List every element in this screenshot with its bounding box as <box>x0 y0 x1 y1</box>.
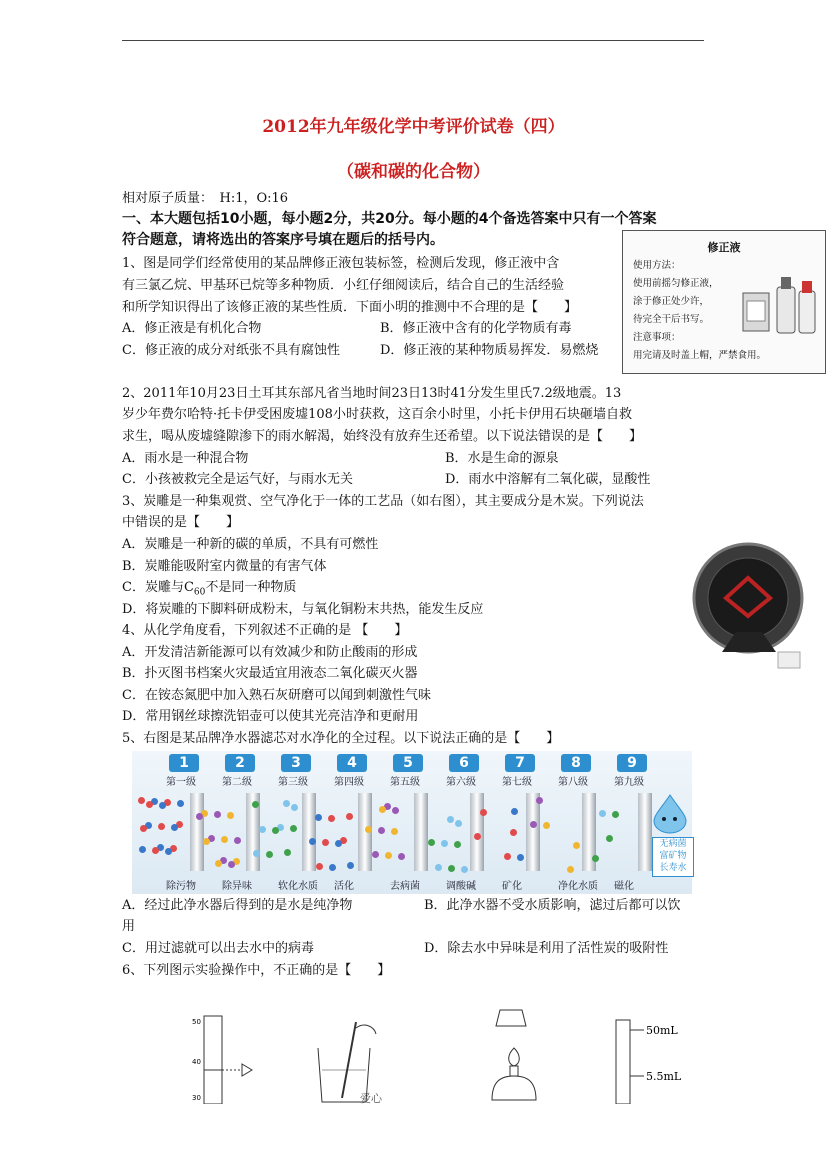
stage-level-label: 第四级 <box>334 777 364 788</box>
water-particle <box>234 837 241 844</box>
water-particle <box>599 810 606 817</box>
stage-number: 5 <box>393 754 423 772</box>
top-rule <box>122 40 704 41</box>
water-particle <box>347 862 354 869</box>
water-particle <box>441 840 448 847</box>
water-particle <box>283 800 290 807</box>
stage-level-label: 第三级 <box>278 777 308 788</box>
fluid-line-4: 待完全干后书写。 <box>633 314 710 325</box>
stage-level-label: 第六级 <box>446 777 476 788</box>
stage-level-label: 第五级 <box>390 777 420 788</box>
q3-line-2: 中错误的是【 】 <box>122 515 240 530</box>
water-particle <box>365 826 372 833</box>
fluid-line-1: 使用方法： <box>633 260 681 271</box>
water-particle <box>266 851 273 858</box>
pure-water-badge: 无病菌 富矿物 长寿水 <box>652 837 694 877</box>
water-particle <box>448 865 455 872</box>
water-particle <box>391 828 398 835</box>
water-particle <box>196 813 203 820</box>
water-particle <box>228 861 235 868</box>
svg-text:40: 40 <box>192 1058 201 1066</box>
water-particle <box>530 821 537 828</box>
correction-fluid-label <box>622 230 826 374</box>
water-particle <box>543 822 550 829</box>
q2-option-b: B．水是生命的源泉 <box>445 451 559 466</box>
water-particle <box>171 824 178 831</box>
water-particle <box>504 853 511 860</box>
q1-line-2: 有三氯乙烷、甲基环已烷等多种物质．小红仔细阅读后，结合自己的生活经验 <box>122 278 565 293</box>
stage-number: 9 <box>617 754 647 772</box>
water-drop-icon <box>648 791 692 835</box>
q2-line-3: 求生，喝从废墟缝隙渗下的雨水解渴，始终没有放弃生还希望。以下说法错误的是【 】 <box>122 429 643 444</box>
water-particle <box>315 814 322 821</box>
water-particle <box>252 801 259 808</box>
filter-panel <box>414 793 428 871</box>
svg-text:30: 30 <box>192 1094 201 1102</box>
q1-option-b: B．修正液中含有的化学物质有毒 <box>380 321 572 336</box>
water-particle <box>290 825 297 832</box>
water-particle <box>379 806 386 813</box>
q4-option-a: A．开发清洁新能源可以有效减少和防止酸雨的形成 <box>122 645 418 660</box>
q2-line-1: 2、2011年10月23日土耳其东部凡省当地时间23日13时41分发生里氏7.2级地震。13 <box>122 386 622 401</box>
stage-number: 4 <box>337 754 367 772</box>
graduated-cylinder-figure <box>600 1016 700 1104</box>
fluid-line-3: 涂于修正处少许， <box>633 296 710 307</box>
water-particle <box>573 842 580 849</box>
filter-panel <box>526 793 540 871</box>
water-particle <box>309 838 316 845</box>
water-particle <box>138 797 145 804</box>
stage-number: 8 <box>561 754 591 772</box>
svg-text:50mL: 50mL <box>646 1024 678 1037</box>
water-particle <box>612 811 619 818</box>
stage-number: 6 <box>449 754 479 772</box>
section-instruction-1: 一、本大题包括10小题，每小题2分，共20分。每小题的4个备选答案中只有一个答案 <box>122 211 657 227</box>
stage-number: 2 <box>225 754 255 772</box>
water-particle <box>428 839 435 846</box>
stage-function-label: 除异味 <box>222 881 252 892</box>
water-particle <box>158 823 165 830</box>
stage-function-label: 磁化 <box>614 881 634 892</box>
water-particle <box>517 854 524 861</box>
q1-option-a: A．修正液是有机化合物 <box>122 321 262 336</box>
water-filter-diagram <box>132 751 692 894</box>
fluid-title: 修正液 <box>707 241 741 254</box>
q3-option-d: D．将炭雕的下脚料研成粉末，与氧化铜粉末共热，能发生反应 <box>122 602 484 617</box>
q1-option-d: D．修正液的某种物质易挥发．易燃烧 <box>380 343 599 358</box>
q3-option-b: B．炭雕能吸附室内微量的有害气体 <box>122 559 327 574</box>
water-particle <box>227 812 234 819</box>
fluid-bottle-illustration <box>741 273 819 339</box>
water-particle <box>461 866 468 873</box>
water-particle <box>139 846 146 853</box>
water-particle <box>474 833 481 840</box>
q2-option-d: D．雨水中溶解有二氧化碳，显酸性 <box>445 472 651 487</box>
water-particle <box>447 816 454 823</box>
q5-option-c: C．用过滤就可以出去水中的病毒 <box>122 941 314 956</box>
fluid-line-5: 注意事项： <box>633 332 681 343</box>
water-particle <box>392 807 399 814</box>
q5-option-d: D．除去水中异味是利用了活性炭的吸附性 <box>424 941 669 956</box>
stage-level-label: 第九级 <box>614 777 644 788</box>
filter-panel <box>470 793 484 871</box>
water-particle <box>253 850 260 857</box>
water-particle <box>454 841 461 848</box>
stage-function-label: 调酸碱 <box>446 881 476 892</box>
stage-level-label: 第八级 <box>558 777 588 788</box>
q2-option-a: A．雨水是一种混合物 <box>122 451 249 466</box>
water-particle <box>606 835 613 842</box>
water-particle <box>328 815 335 822</box>
q6-line-1: 6、下列图示实验操作中，不正确的是【 】 <box>122 963 391 978</box>
water-particle <box>259 826 266 833</box>
water-particle <box>510 829 517 836</box>
water-particle <box>592 855 599 862</box>
stage-function-label: 活化 <box>334 881 354 892</box>
q5-line-1: 5、右图是某品牌净水器滤芯对水净化的全过程。以下说法正确的是【 】 <box>122 731 560 746</box>
stage-level-label: 第一级 <box>166 777 196 788</box>
water-particle <box>322 839 329 846</box>
water-particle <box>480 809 487 816</box>
stage-function-label: 除污物 <box>166 881 196 892</box>
water-particle <box>536 797 543 804</box>
page-subtitle: （碳和碳的化合物） <box>337 162 490 182</box>
stage-level-label: 第七级 <box>502 777 532 788</box>
water-particle <box>335 840 342 847</box>
water-particle <box>329 864 336 871</box>
q1-option-c: C．修正液的成分对纸张不具有腐蚀性 <box>122 343 340 358</box>
q5-option-b-cont: 用 <box>122 919 136 934</box>
water-particle <box>177 800 184 807</box>
water-particle <box>511 808 518 815</box>
atomic-mass: 相对原子质量： H:1，O:16 <box>122 191 289 206</box>
carbon-carving-illustration <box>692 540 812 672</box>
svg-text:50: 50 <box>192 1018 201 1026</box>
water-particle <box>159 802 166 809</box>
cylinder-reading-figure <box>190 1012 260 1104</box>
water-particle <box>214 811 221 818</box>
svg-text:5.5mL: 5.5mL <box>646 1070 682 1083</box>
water-particle <box>203 838 210 845</box>
water-particle <box>221 836 228 843</box>
fluid-line-2: 使用前摇匀修正液， <box>633 278 719 289</box>
alcohol-lamp-figure <box>480 1004 550 1104</box>
water-particle <box>272 827 279 834</box>
water-particle <box>291 804 298 811</box>
water-particle <box>284 849 291 856</box>
water-particle <box>165 848 172 855</box>
water-particle <box>372 851 379 858</box>
q5-option-b: B．此净水器不受水质影响，滤过后都可以饮 <box>424 898 681 913</box>
water-particle <box>346 813 353 820</box>
stage-function-label: 净化水质 <box>558 881 598 892</box>
water-particle <box>455 820 462 827</box>
stage-function-label: 去病菌 <box>390 881 420 892</box>
q2-option-c: C．小孩被救完全是运气好，与雨水无关 <box>122 472 353 487</box>
q4-option-b: B．扑灭图书档案火灾最适宜用液态二氧化碳灭火器 <box>122 666 418 681</box>
water-particle <box>385 852 392 859</box>
q2-line-2: 岁少年费尔哈特·托卡伊受困废墟108小时获救，这百余小时里，小托卡伊用石块砸墙自救 <box>122 407 632 422</box>
q3-line-1: 3、炭雕是一种集观赏、空气净化于一体的工艺品（如右图），其主要成分是木炭。下列说法 <box>122 494 644 509</box>
stage-function-label: 软化水质 <box>278 881 318 892</box>
stage-number: 7 <box>505 754 535 772</box>
q1-line-1: 1、图是同学们经常使用的某品牌修正液包装标签，检测后发现，修正液中含 <box>122 256 560 271</box>
footer-text: 爱心 <box>360 1092 569 1105</box>
section-instruction-2: 符合题意，请将选出的答案序号填在题后的括号内。 <box>122 232 444 248</box>
water-particle <box>398 853 405 860</box>
q1-line-3: 和所学知识得出了该修正液的某些性质．下面小明的推测中不合理的是【 】 <box>122 300 578 315</box>
stage-function-label: 矿化 <box>502 881 522 892</box>
q3-option-a: A．炭雕是一种新的碳的单质，不具有可燃性 <box>122 537 379 552</box>
q4-option-d: D．常用钢丝球擦洗铝壶可以使其光亮洁净和更耐用 <box>122 709 419 724</box>
q4-line-1: 4、从化学角度看，下列叙述不正确的是 【 】 <box>122 623 408 638</box>
water-particle <box>215 860 222 867</box>
q3-option-c: C．炭雕与$C_{60}$不是同一种物质 <box>122 580 297 598</box>
water-particle <box>435 864 442 871</box>
water-particle <box>567 866 574 873</box>
filter-panel <box>302 793 316 871</box>
water-particle <box>140 825 147 832</box>
water-particle <box>146 801 153 808</box>
water-particle <box>378 827 385 834</box>
water-particle <box>316 863 323 870</box>
fluid-line-6: 用完请及时盖上帽，严禁食用。 <box>633 350 767 361</box>
stage-level-label: 第二级 <box>222 777 252 788</box>
page-title: 2012年九年级化学中考评价试卷（四） <box>262 117 565 137</box>
stage-number: 3 <box>281 754 311 772</box>
stage-number: 1 <box>169 754 199 772</box>
q4-option-c: C．在铵态氮肥中加入熟石灰研磨可以闻到刺激性气味 <box>122 688 431 703</box>
q5-option-a: A．经过此净水器后得到的是水是纯净物 <box>122 898 353 913</box>
filter-panel <box>190 793 204 871</box>
water-particle <box>152 847 159 854</box>
